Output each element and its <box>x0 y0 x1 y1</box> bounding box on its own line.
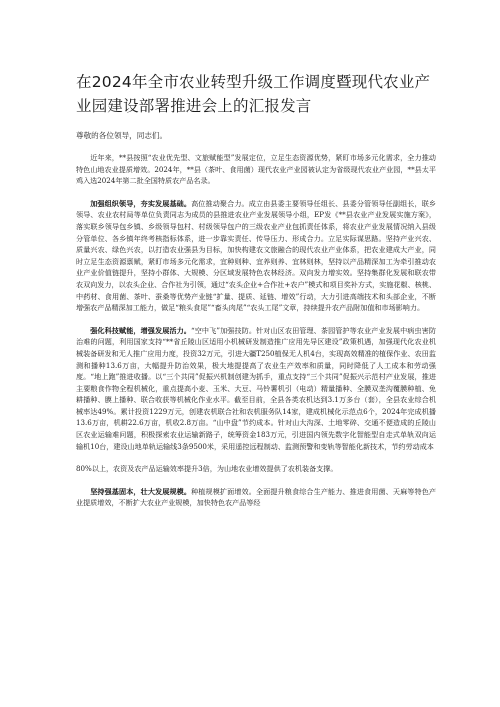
paragraph-lead: 加强组织领导，夯实发展基础。 <box>90 198 192 208</box>
paragraph-text: 80%以上，农资及农产品运输效率提升3倍，为山地农业增效提供了农机装备支撑。 <box>76 464 338 474</box>
paragraph-organization <box>76 198 436 314</box>
paragraph-text: 近年来，**县按照“农业优先型、文旅赋能型”发展定位，立足生态资源优势，紧盯市场多元化需求，全力推动特色山地农业提质增效。2024年，**县（茶叶、食用菌）现代农业产业园被认定为省级现代农业产业园，**县太平鸡入选2024年第二批全国特质农产品名录。 <box>76 153 436 186</box>
paragraph-text: “空中飞”加强技防。针对山区农田管理、茶园管护等农业产业发展中病虫害防治难的问题，利用国家支持“**省丘陵山区适用小机械研发制造推广应用先导区建设”政策机遇，加强现代化农业机械装备研发和无人推广应用力度，投资32万元，引进大疆T250植保无人机4台，实现高效精准的植保作业、农田监测和播种13.6万亩，大幅提升防治效果，极大地提提高了农业生产效率和质量，同时降低了人工成本和劳动强度。“地上跑”推进收播。以“三个共同”促振兴机制创建为抓手，重点支持“三个共同”促振兴示范村产业发展，推进主要粮食作物全程机械化，重点提高小麦、玉米、大豆、马铃薯机引（电动）精量播种、全膜双垄沟覆膜种植、免耕播种、膜上播种、联合收获等机械化作业水平。截至目前，全县各类农机达到3.1万多台（套），全县农业综合机械率达49%。累计投资1229万元，创建农机联合社和农机服务队14家，建成机械化示范点6个，2024年完成机播13.6万亩，机耕22.6万亩，机收2.8万亩。“山中盘”节约成本。针对山大沟深、土地零碎、交通不便造成的丘陵山区农业运输难问题，积极探索农业运输新路子，统筹资金183万元，引进国内领先数字化智能型自走式单轨双向运输机10台，建设山地单轨运输线3条9500米，采用遥控远程制动、监测预警和变轨等智能化新技术，节约劳动成本 <box>76 325 436 451</box>
paragraph-lead: 坚持强基固本，壮大发展规模。 <box>90 486 192 496</box>
paragraph-continuation <box>76 463 436 475</box>
paragraph-text: 种植规模扩面增效。全面提升粮食综合生产能力、推进食用菌、天麻等特色产业提质增效，不断扩大农业产业规模，加快特色农产品等经 <box>76 486 437 508</box>
paragraph-lead: 强化科技赋能，增强发展活力。 <box>90 325 191 335</box>
salutation: 尊敬的各位领导，同志们。 <box>76 131 168 140</box>
paragraph-intro <box>76 152 436 187</box>
paragraph-technology <box>76 325 436 453</box>
document-title: 在2024年全市农业转型升级工作调度暨现代农业产业园建设部署推进会上的汇报发言 <box>76 73 431 115</box>
paragraph-scale <box>76 486 436 509</box>
paragraph-text: 高位推动聚合力。成立由县委主要领导任组长、县委分管领导任副组长，联乡领导、农业农村局等单位负责同志为成员的县推进农业产业发展领导小组，EP发《**县农业产业发展实施方案》，落实联乡领导包乡镇、乡级领导包村、村级领导包户的三级农业产业包抓责任体系，将农业产业发展情况纳入县级分管单位、各乡镇年终考核指标体系，进一步靠实责任、传导压力、形成合力。立足实际谋思路。坚持产业兴农、质量兴农、绿色兴农，以打造农业强县为目标，加快构建农文旅融合的现代农业产业体系，把农业建成大产业，同时立足生态资源禀赋，紧盯市场多元化需求，宜种则种、宜养则养、宜林则林，坚持以产品精深加工为牵引推动农业产业价值链提升，坚持小群体、大规模、分区域发展特色农林经济。双向发力增实效。坚持集群化发展和联农带农双向发力，以农头企业、合作社为引领，通过“农头企业+合作社+农户”模式和项目奖补方式，实施花椒、核桃、中药材、食用菌、茶叶、蚕桑等优势产业链“扩量、提质、延链、增效”行动，大力引进高端技术和头部企业，不断增强农产品精深加工能力，做足“粮头食尾”“畜头肉尾”“农头工尾”文章，持续提升农产品附加值和市场影响力。 <box>76 198 437 313</box>
